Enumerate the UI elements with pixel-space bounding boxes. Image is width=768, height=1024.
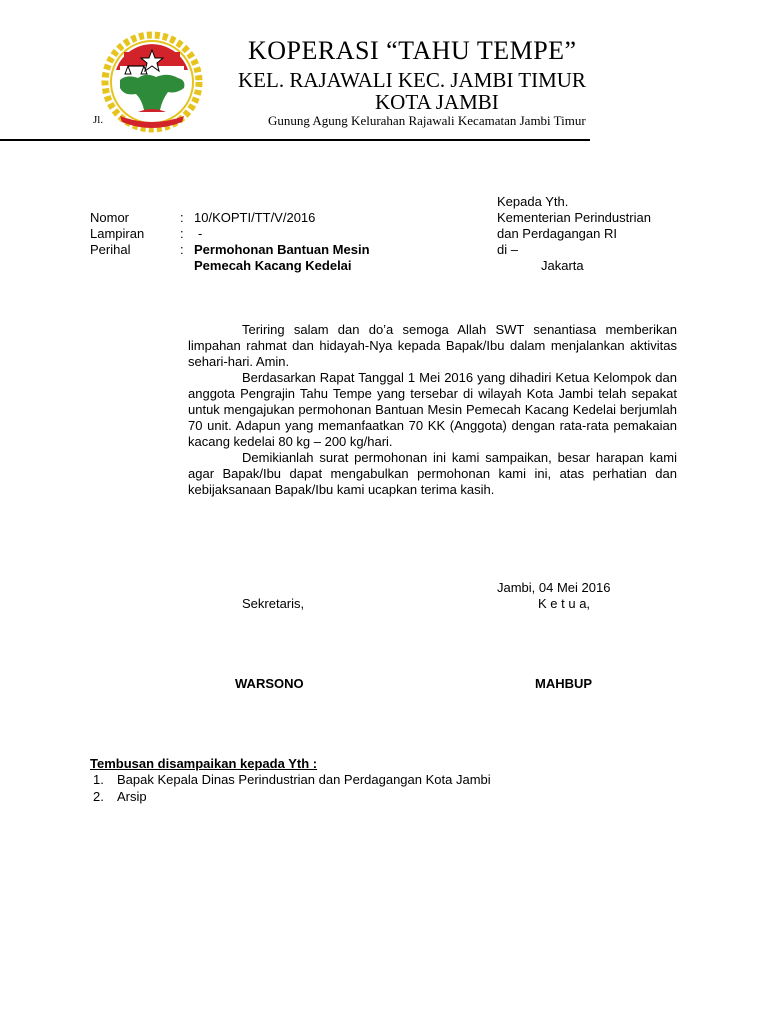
recipient-line-3: dan Perdagangan RI xyxy=(497,226,617,241)
body-paragraph-3: Demikianlah surat permohonan ini kami sampaikan, besar harapan kami agar Bapak/Ibu dapat mengabulkan permohonan kami ini, atas perhatian dan kebijaksanaan Bapak/Ibu kami ucapkan terima kasih. xyxy=(188,450,677,497)
lampiran-label: Lampiran xyxy=(90,226,145,241)
cc-heading: Tembusan disampaikan kepada Yth : xyxy=(90,756,318,771)
recipient-city: Jakarta xyxy=(541,258,584,273)
koperasi-emblem-icon xyxy=(86,30,218,136)
letter-body xyxy=(188,322,677,498)
body-paragraph-1: Teriring salam dan do’a semoga Allah SWT senantiasa memberikan limpahan rahmat dan hidayah-Nya kepada Bapak/Ibu dalam menjalankan aktivitas sehari-hari. Amin. xyxy=(188,322,677,369)
recipient-line-4: di – xyxy=(497,242,518,257)
lampiran-colon: : xyxy=(180,226,184,241)
perihal-value-2: Pemecah Kacang Kedelai xyxy=(194,258,352,273)
right-signatory-name: MAHBUP xyxy=(535,676,593,691)
lampiran-value: - xyxy=(198,226,203,241)
org-name: KOPERASI “TAHU TEMPE” xyxy=(248,36,577,65)
left-signatory-name: WARSONO xyxy=(235,676,304,691)
recipient-line-2: Kementerian Perindustrian xyxy=(497,210,651,225)
cc-item-2-text: Arsip xyxy=(117,789,147,804)
org-kelurahan: KEL. RAJAWALI KEC. JAMBI TIMUR xyxy=(238,68,586,92)
address-prefix: Jl. xyxy=(93,114,104,126)
cc-item-1-number: 1. xyxy=(93,772,104,787)
perihal-value-1: Permohonan Bantuan Mesin xyxy=(194,242,370,257)
perihal-label: Perihal xyxy=(90,242,131,257)
right-signatory-title: K e t u a, xyxy=(538,596,591,611)
org-address: Gunung Agung Kelurahan Rajawali Kecamatan Jambi Timur xyxy=(268,113,586,128)
perihal-colon: : xyxy=(180,242,184,257)
recipient-line-1: Kepada Yth. xyxy=(497,194,569,209)
nomor-colon: : xyxy=(180,210,184,225)
left-signatory-title: Sekretaris, xyxy=(242,596,305,611)
body-paragraph-2: Berdasarkan Rapat Tanggal 1 Mei 2016 yang dihadiri Ketua Kelompok dan anggota Pengrajin Tahu Tempe yang tersebar di wilayah Kota Jambi telah sepakat untuk mengajukan permohonan Bantuan Mesin Pemecah Kacang Kedelai berjumlah 70 unit. Adapun yang memanfaatkan 70 KK (Anggota) dengan rata-rata pemakaian kacang kedelai 80 kg – 200 kg/hari. xyxy=(188,370,677,449)
nomor-value: 10/KOPTI/TT/V/2016 xyxy=(194,210,316,225)
cc-item-2-number: 2. xyxy=(93,789,104,804)
place-date: Jambi, 04 Mei 2016 xyxy=(497,580,611,595)
nomor-label: Nomor xyxy=(90,210,130,225)
header-divider xyxy=(0,139,590,141)
org-city: KOTA JAMBI xyxy=(375,90,499,114)
cc-item-1-text: Bapak Kepala Dinas Perindustrian dan Perdagangan Kota Jambi xyxy=(117,772,491,787)
